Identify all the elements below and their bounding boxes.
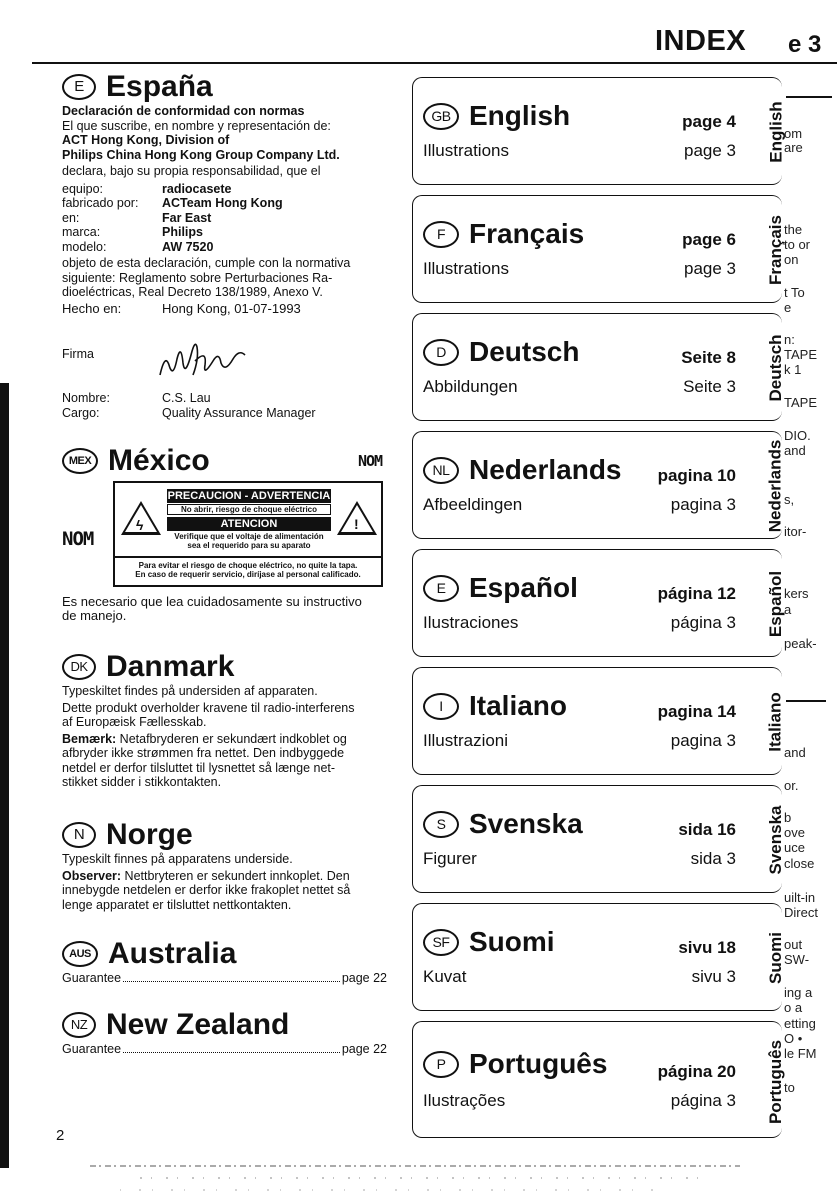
edge-fragment: the xyxy=(784,222,803,237)
signature-label: Firma xyxy=(62,347,94,361)
newzealand-title: NZ New Zealand xyxy=(62,1008,387,1042)
section-norge: N Norge Typeskilt finnes på apparatens underside. Observer: Nettbryteren er sekundert innkoplet. Den innebygde netdelen er derfor ikke frakoplet nettet så lenge apparatet er tilsluttet nettkontakten. xyxy=(62,818,402,912)
edge-fragment: itor- xyxy=(784,524,807,539)
index-header-title: INDEX xyxy=(655,25,747,57)
espana-conformity3: dioeléctricas, Real Decreto 138/1989, Anexo V. xyxy=(62,285,323,299)
language-tab: Svenska xyxy=(766,805,785,875)
espana-conformity2: siguiente: Reglamento sobre Perturbaciones Ra- xyxy=(62,270,333,285)
espana-fields: equipo: radiocasete fabricado por: ACTeam Hong Kong en: Far East marca: Philips modelo: AW 7520 xyxy=(62,181,283,254)
warning-line-1: No abrir, riesgo de choque eléctrico xyxy=(167,504,331,515)
language-tab: Nederlands xyxy=(766,439,785,533)
nom-mark-large-icon: NOM xyxy=(62,528,94,550)
language-tab: Français xyxy=(766,215,785,285)
page-number: 2 xyxy=(56,1127,65,1144)
header-rule xyxy=(32,62,837,64)
country-badge-icon: NZ xyxy=(62,1012,96,1038)
left-binding-bar xyxy=(0,383,9,1168)
espana-intro: El que suscribe, en nombre y representación de: xyxy=(62,118,331,133)
espana-declares: declara, bajo su propia responsabilidad, que el xyxy=(62,164,321,178)
index-entry-italiano[interactable]: I Italiano pagina 14 Illustrazioni pagina 3 Italiano xyxy=(412,667,782,775)
language-badge-icon: D xyxy=(423,339,459,366)
section-danmark: DK Danmark Typeskiltet findes på undersiden af apparaten. Dette produkt overholder kravene til radio-interferens af Europæisk Fællesskab. Bemærk: Netafbryderen er sekundært indkoblet og afbryder ikke strømmen fra nettet. Den indbyggede netdel er derfor tilsluttet til lysnettet så længe net- stikket sidder i stikkontakten. xyxy=(62,650,402,790)
page-code: e 3 xyxy=(788,31,822,58)
espana-heading: Declaración de conformidad con normas xyxy=(62,104,305,118)
index-entry-deutsch[interactable]: D Deutsch Seite 8 Abbildungen Seite 3 Deutsch xyxy=(412,313,782,421)
edge-fragment: on xyxy=(784,252,799,267)
index-entry-suomi[interactable]: SF Suomi sivu 18 Kuvat sivu 3 Suomi xyxy=(412,903,782,1011)
espana-conformity1: objeto de esta declaración, cumple con la normativa xyxy=(62,256,351,270)
edge-fragment: TAPE xyxy=(784,347,817,362)
country-badge-icon: N xyxy=(62,822,96,848)
espana-signatory: Nombre: C.S. Lau Cargo: Quality Assurance Manager xyxy=(62,391,316,420)
country-badge-icon: AUS xyxy=(62,941,98,967)
nom-mark-icon: NOM xyxy=(358,452,383,470)
language-badge-icon: S xyxy=(423,811,459,838)
edge-fragment: e xyxy=(784,300,792,315)
edge-fragment: a xyxy=(784,602,792,617)
section-espana xyxy=(62,70,402,316)
language-badge-icon: NL xyxy=(423,457,459,484)
language-tab: English xyxy=(766,101,785,163)
language-badge-icon: F xyxy=(423,221,459,248)
edge-fragment: and xyxy=(784,745,806,760)
edge-fragment: to xyxy=(784,1080,795,1095)
edge-fragment: s, xyxy=(784,492,795,507)
warning-line-2: Verifique que el voltaje de alimentación xyxy=(174,532,324,541)
edge-fragment: close xyxy=(784,856,815,871)
country-badge-icon: MEX xyxy=(62,448,98,474)
language-tab: Deutsch xyxy=(766,334,785,402)
australia-guarantee: Guarantee page 22 xyxy=(62,971,387,985)
language-tab: Português xyxy=(766,1039,785,1125)
edge-fragment: kers xyxy=(784,586,809,601)
edge-fragment: b xyxy=(784,810,792,825)
language-badge-icon: SF xyxy=(423,929,459,956)
edge-fragment: k 1 xyxy=(784,362,802,377)
language-tab: Español xyxy=(766,570,785,638)
language-tab: Italiano xyxy=(766,692,785,752)
section-newzealand xyxy=(62,1008,387,1056)
edge-fragment: ove xyxy=(784,825,805,840)
edge-fragment: and xyxy=(784,443,806,458)
newzealand-guarantee: Guarantee page 22 xyxy=(62,1042,387,1056)
index-entry-nederlands[interactable]: NL Nederlands pagina 10 Afbeeldingen pagina 3 Nederlands xyxy=(412,431,782,539)
index-entry-svenska[interactable]: S Svenska sida 16 Figurer sida 3 Svenska xyxy=(412,785,782,893)
lightning-icon: ϟ xyxy=(136,517,144,533)
mexico-text-1: Es necesario que lea cuidadosamente su instructivo xyxy=(62,594,362,609)
edge-fragment: le FM xyxy=(784,1046,817,1061)
edge-fragment: uce xyxy=(784,840,805,855)
edge-fragment: t To xyxy=(784,285,805,300)
mexico-text-2: de manejo. xyxy=(62,608,127,623)
warning-atencion: ATENCION xyxy=(167,517,331,531)
edge-fragment: out xyxy=(784,937,803,952)
language-badge-icon: P xyxy=(423,1051,459,1078)
edge-fragment: DIO. xyxy=(784,428,811,443)
language-tab: Suomi xyxy=(766,932,785,984)
warning-line-3: sea el requerido para su aparato xyxy=(187,541,311,550)
edge-fragment: SW- xyxy=(784,952,810,967)
warning-title: PRECAUCION - ADVERTENCIA xyxy=(167,490,331,502)
country-badge-icon: DK xyxy=(62,654,96,680)
language-badge-icon: I xyxy=(423,693,459,720)
index-entry-espanol[interactable]: E Español página 12 Ilustraciones página 3 Español xyxy=(412,549,782,657)
espana-company1: ACT Hong Kong, Division of xyxy=(62,133,230,147)
section-australia xyxy=(62,937,387,985)
edge-fragment: uilt-in xyxy=(784,890,816,905)
edge-fragment: om xyxy=(784,126,803,141)
norge-title: N Norge xyxy=(62,818,402,852)
australia-title: AUS Australia xyxy=(62,937,387,971)
warning-label xyxy=(113,481,383,587)
edge-fragment: ing a xyxy=(784,985,813,1000)
edge-fragment: O • xyxy=(784,1031,803,1046)
edge-fragment: are xyxy=(784,140,803,155)
edge-fragment: to or xyxy=(784,237,811,252)
language-badge-icon: E xyxy=(423,575,459,602)
edge-fragment: TAPE xyxy=(784,395,817,410)
edge-fragment: o a xyxy=(784,1000,803,1015)
edge-fragment: or. xyxy=(784,778,799,793)
index-entry-francais[interactable]: F Français page 6 Illustrations page 3 Français xyxy=(412,195,782,303)
scan-noise xyxy=(60,1160,760,1200)
warning-line-4: Para evitar el riesgo de choque eléctrico, no quite la tapa. xyxy=(138,561,358,570)
espana-title: E España xyxy=(62,70,402,104)
mexico-title: MEX México xyxy=(62,444,210,478)
country-badge-icon: E xyxy=(62,74,96,100)
espana-company2: Philips China Hong Kong Group Company Ltd. xyxy=(62,147,340,162)
edge-fragment: Direct xyxy=(784,905,818,920)
index-entry-english[interactable]: GB English page 4 Illustrations page 3 English xyxy=(412,77,782,185)
danmark-title: DK Danmark xyxy=(62,650,402,684)
warning-line-5: En caso de requerir servicio, diríjase al personal calificado. xyxy=(135,570,361,579)
exclamation-icon: ! xyxy=(354,516,359,532)
edge-fragment: peak- xyxy=(784,636,817,651)
espana-made: Hecho en: Hong Kong, 01-07-1993 xyxy=(62,300,301,316)
signature-icon xyxy=(155,335,250,385)
language-badge-icon: GB xyxy=(423,103,459,130)
edge-fragment: n: xyxy=(784,332,795,347)
index-entry-portugues[interactable]: P Português página 20 Ilustrações página 3 Português xyxy=(412,1021,782,1138)
edge-fragment: etting xyxy=(784,1016,816,1031)
